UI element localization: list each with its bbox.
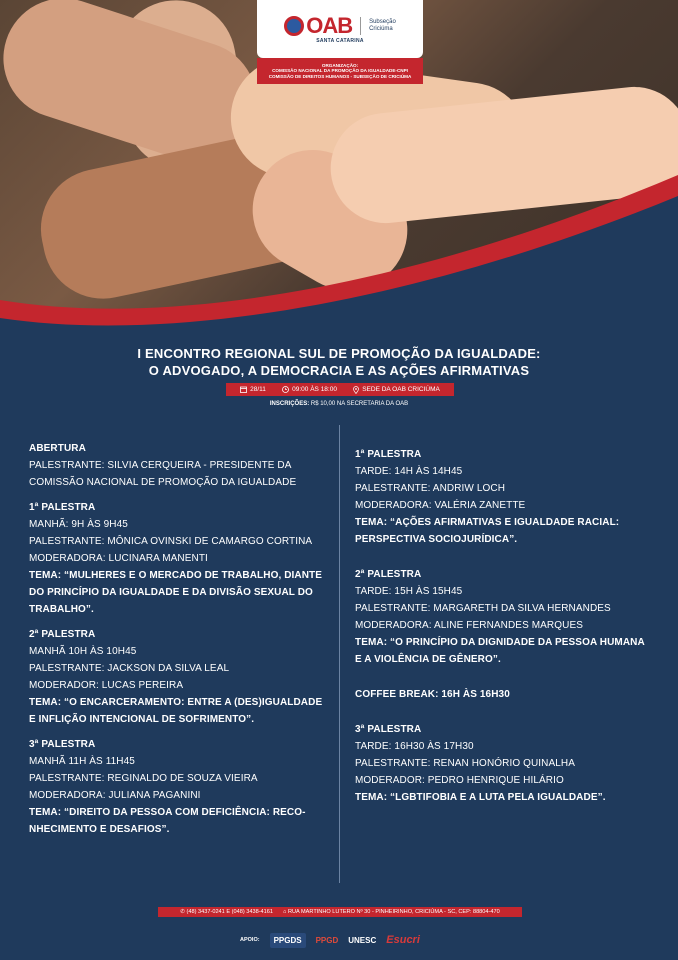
afternoon-talk1-time: TARDE: 14H ÀS 14H45 [355, 466, 463, 477]
afternoon-talk1-tema-line2: PERSPECTIVA SOCIOJURÍDICA”. [355, 534, 518, 545]
afternoon-talk2-speaker: PALESTRANTE: MARGARETH DA SILVA HERNANDES [355, 603, 611, 614]
afternoon-talk2-tema-line2: E A VIOLÊNCIA DE GÊNERO”. [355, 654, 501, 665]
apoio-label: APOIO: [240, 937, 260, 943]
phone-icon: ✆ [180, 909, 185, 915]
afternoon-talk2-tema-line1: TEMA: “O PRINCÍPIO DA DIGNIDADE DA PESSOA HUMANA [355, 637, 645, 648]
inscricoes-label: INSCRIÇÕES: [269, 401, 310, 407]
location-pin-icon [353, 386, 359, 394]
afternoon-talk3-heading: 3ª PALESTRA [355, 724, 422, 735]
logo-subsecao: Subseção [369, 18, 396, 25]
organizacao-label: ORGANIZAÇÃO: [321, 62, 359, 68]
inscricoes-text: R$ 10,00 NA SECRETARIA DA OAB [310, 401, 409, 407]
morning-talk3-tema-line2: NHECIMENTO E DESAFIOS”. [29, 824, 170, 835]
afternoon-talk3-time: TARDE: 16H30 ÀS 17H30 [355, 741, 474, 752]
afternoon-talk1-moderator: MODERADORA: VALÉRIA ZANETTE [355, 500, 526, 511]
organizacao-line1: COMISSÃO NACIONAL DA PROMOÇÃO DA IGUALDADE-CNPI [272, 68, 408, 74]
morning-talk1-speaker: PALESTRANTE: MÔNICA OVINSKI DE CAMARGO CORTINA [29, 536, 313, 547]
sponsors-row [240, 925, 460, 955]
afternoon-talk1-tema-line1: TEMA: “AÇÕES AFIRMATIVAS E IGUALDADE RACIAL: [355, 517, 620, 528]
contact-address: RUA MARTINHO LUTERO Nº 30 - PINHEIRINHO, CRICIÚMA - SC, CEP: 88804-470 [287, 909, 500, 915]
afternoon-talk3-speaker: PALESTRANTE: RENAN HONÓRIO QUINALHA [355, 758, 576, 769]
morning-talk1-tema-line3: TRABALHO”. [29, 604, 94, 615]
column-divider [339, 425, 340, 883]
event-title [0, 345, 678, 379]
morning-talk2-tema-line2: E INFLIÇÃO INTENCIONAL DE SOFRIMENTO”. [29, 714, 255, 725]
sponsor-logo-ppgds: PPGDS [270, 933, 306, 948]
afternoon-talk2-moderator: MODERADORA: ALINE FERNANDES MARQUES [355, 620, 583, 631]
morning-talk3-heading: 3ª PALESTRA [29, 739, 96, 750]
afternoon-talk1-heading: 1ª PALESTRA [355, 449, 422, 460]
afternoon-schedule [355, 446, 651, 806]
event-title-line1: I ENCONTRO REGIONAL SUL DE PROMOÇÃO DA IGUALDADE: [137, 346, 541, 361]
clock-icon [282, 386, 289, 393]
organizacao-box [257, 58, 423, 84]
sponsor-logo-ppgd: PPGD [315, 935, 339, 945]
morning-talk3-moderator: MODERADORA: JULIANA PAGANINI [29, 790, 201, 801]
morning-talk1-tema-line1: TEMA: “MULHERES E O MERCADO DE TRABALHO, DIANTE [29, 570, 323, 581]
afternoon-talk2-time: TARDE: 15H ÀS 15H45 [355, 586, 463, 597]
home-icon: ⌂ [283, 909, 287, 915]
oab-emblem-icon [284, 16, 304, 36]
abertura-line1: PALESTRANTE: SILVIA CERQUEIRA - PRESIDENTE DA [29, 460, 292, 471]
sponsor-logo-unesc: UNESC [348, 935, 377, 945]
logo-state: SANTA CATARINA [316, 37, 364, 44]
contact-phones: (48) 3437-0241 E (048) 3438-4161 [186, 909, 273, 915]
afternoon-talk3-moderator: MODERADOR: PEDRO HENRIQUE HILÁRIO [355, 775, 564, 786]
morning-talk2-tema-line1: TEMA: “O ENCARCERAMENTO: ENTRE A (DES)IGUALDADE [29, 697, 323, 708]
afternoon-talk1-speaker: PALESTRANTE: ANDRIW LOCH [355, 483, 506, 494]
organizacao-line2: COMISSÃO DE DIREITOS HUMANOS - SUBSEÇÃO DE CRICIÚMA [268, 73, 412, 79]
event-date: 28/11 [250, 386, 266, 393]
morning-talk3-time: MANHÃ 11H ÀS 11H45 [29, 756, 135, 767]
afternoon-talk2-heading: 2ª PALESTRA [355, 569, 422, 580]
contact-bar [158, 907, 522, 917]
logo-city: Criciúma [369, 25, 393, 32]
morning-talk1-moderator: MODERADORA: LUCINARA MANENTI [29, 553, 208, 564]
morning-talk2-time: MANHÃ 10H ÀS 10H45 [29, 646, 137, 657]
morning-talk3-speaker: PALESTRANTE: REGINALDO DE SOUZA VIEIRA [29, 773, 258, 784]
oab-logo-text: OAB [306, 12, 353, 38]
event-time: 09:00 ÀS 18:00 [292, 386, 337, 393]
event-title-line2: O ADVOGADO, A DEMOCRACIA E AS AÇÕES AFIRMATIVAS [148, 363, 530, 378]
sponsor-logo-esucri: Esucri [386, 934, 420, 946]
event-place: SEDE DA OAB CRICIÚMA [362, 386, 440, 393]
calendar-icon [240, 386, 247, 393]
coffee-break: COFFEE BREAK: 16H ÀS 16H30 [355, 689, 510, 700]
morning-talk2-speaker: PALESTRANTE: JACKSON DA SILVA LEAL [29, 663, 230, 674]
morning-talk2-heading: 2ª PALESTRA [29, 629, 96, 640]
abertura-heading: ABERTURA [29, 443, 86, 454]
morning-schedule [29, 440, 325, 838]
morning-talk1-heading: 1ª PALESTRA [29, 502, 96, 513]
morning-talk2-moderator: MODERADOR: LUCAS PEREIRA [29, 680, 184, 691]
inscricoes [0, 401, 678, 407]
afternoon-talk3-tema-line1: TEMA: “LGBTIFOBIA E A LUTA PELA IGUALDADE”. [355, 792, 606, 803]
morning-talk1-tema-line2: DO PRINCÍPIO DA IGUALDADE E DA DIVISÃO SEXUAL DO [29, 587, 313, 598]
morning-talk1-time: MANHÃ: 9H ÀS 9H45 [29, 519, 128, 530]
abertura-line2: COMISSÃO NACIONAL DE PROMOÇÃO DA IGUALDADE [29, 477, 297, 488]
event-info-bar [226, 383, 454, 396]
oab-logo [257, 0, 423, 58]
morning-talk3-tema-line1: TEMA: “DIREITO DA PESSOA COM DEFICIÊNCIA: RECO- [29, 807, 306, 818]
